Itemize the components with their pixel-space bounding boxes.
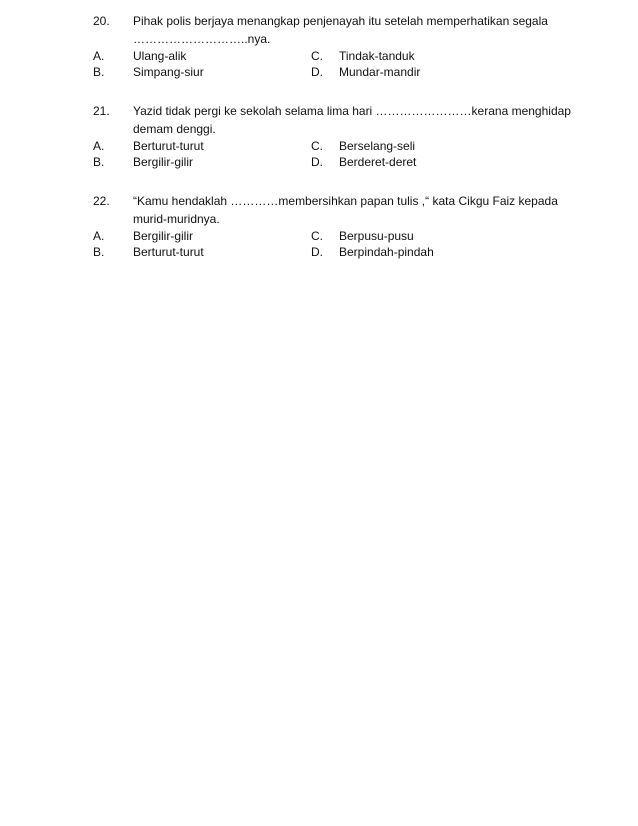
option-d-letter: D. [311,65,323,79]
question-text: Pihak polis berjaya menangkap penjenayah itu setelah memperhatikan segala [133,14,548,28]
option-b-text: Simpang-siur [133,65,204,79]
option-c-letter: C. [311,49,323,63]
question-text-continuation: demam denggi. [133,122,216,136]
option-a-letter: A. [93,139,105,153]
option-c-text: Tindak-tanduk [339,49,415,63]
question-number: 21. [93,104,110,118]
question-text-continuation: ………………………..nya. [133,32,271,46]
question-20 [0,12,638,80]
question-21 [0,102,638,170]
option-d-text: Mundar-mandir [339,65,421,79]
question-number: 20. [93,14,110,28]
question-22 [0,192,638,260]
option-a-text: Berturut-turut [133,139,204,153]
option-d-text: Berpindah-pindah [339,245,434,259]
question-text: Yazid tidak pergi ke sekolah selama lima hari ……………………kerana menghidap [133,104,571,118]
option-b-letter: B. [93,245,105,259]
question-text-continuation: murid-muridnya. [133,212,220,226]
question-number: 22. [93,194,110,208]
option-b-text: Berturut-turut [133,245,204,259]
question-text: “Kamu hendaklah …………membersihkan papan tulis ,“ kata Cikgu Faiz kepada [133,194,558,208]
option-c-text: Berpusu-pusu [339,229,414,243]
option-d-letter: D. [311,245,323,259]
option-b-letter: B. [93,155,105,169]
option-b-letter: B. [93,65,105,79]
option-a-letter: A. [93,49,105,63]
option-a-text: Ulang-alik [133,49,187,63]
option-c-text: Berselang-seli [339,139,416,153]
option-d-letter: D. [311,155,323,169]
option-c-letter: C. [311,229,323,243]
option-a-letter: A. [93,229,105,243]
option-b-text: Bergilir-gilir [133,155,194,169]
option-a-text: Bergilir-gilir [133,229,194,243]
option-d-text: Berderet-deret [339,155,417,169]
option-c-letter: C. [311,139,323,153]
